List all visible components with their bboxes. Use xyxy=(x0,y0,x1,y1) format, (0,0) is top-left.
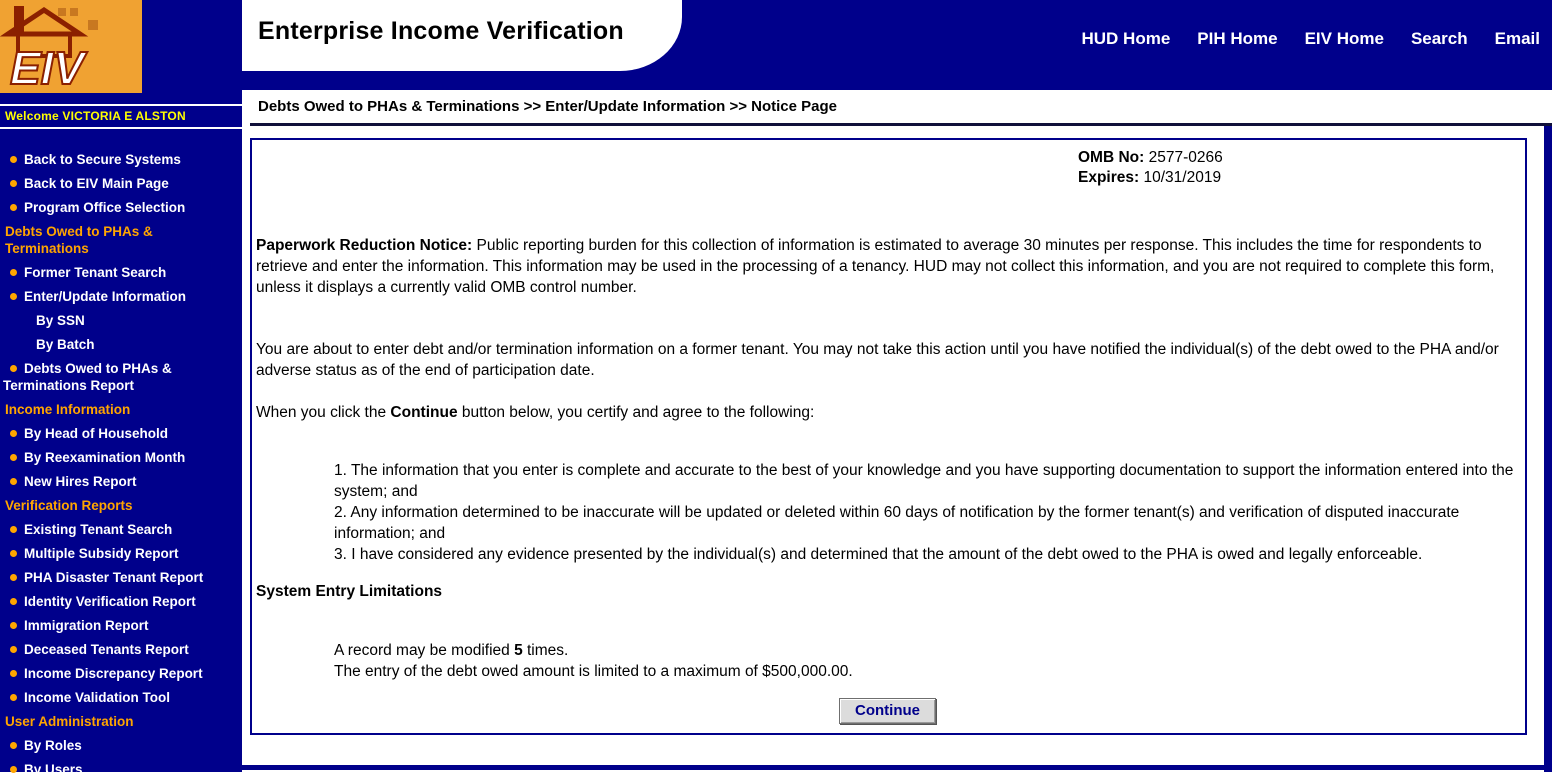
nav-search-link[interactable]: Search xyxy=(1410,29,1468,48)
sidebar-item-by-reexamination-month[interactable] xyxy=(3,449,238,466)
sidebar-item-label: Debts Owed to PHAs & Terminations Report xyxy=(3,361,172,393)
sidebar-item-by-users[interactable] xyxy=(3,761,238,778)
sidebar-item-label: Back to Secure Systems xyxy=(24,152,181,167)
sidebar-item-immigration-report[interactable] xyxy=(3,617,238,634)
omb-number-value: 2577-0266 xyxy=(1148,149,1223,166)
paperwork-notice-label: Paperwork Reduction Notice: xyxy=(256,237,473,254)
certify-agreement-text xyxy=(256,402,1519,423)
sidebar-item-label: Immigration Report xyxy=(24,618,149,633)
notice-box xyxy=(250,138,1527,735)
continue-button[interactable]: Continue xyxy=(839,698,936,724)
sidebar-item-label: Income Validation Tool xyxy=(24,690,171,705)
top-nav xyxy=(1081,29,1540,49)
sidebar-item-label: Income Discrepancy Report xyxy=(24,666,203,681)
bullet-icon xyxy=(10,478,17,485)
sidebar-item-label: Multiple Subsidy Report xyxy=(24,546,179,561)
header-divider xyxy=(250,123,1552,126)
about-debt-entry-text: You are about to enter debt and/or termination information on a former tenant. You may not take this action until you have notified the individual(s) of the debt owed to the PHA and/or adverse status as of the end of participation date. xyxy=(256,341,1499,379)
sidebar-item-label: By Users xyxy=(24,762,83,777)
sidebar-item-existing-tenant-search[interactable] xyxy=(3,521,238,538)
omb-number-label: OMB No: xyxy=(1078,149,1145,166)
bullet-icon xyxy=(10,430,17,437)
sidebar-item-income-validation-tool[interactable] xyxy=(3,689,238,706)
bottom-border-strip xyxy=(242,765,1552,770)
sidebar-item-label: Back to EIV Main Page xyxy=(24,176,169,191)
sidebar-item-by-ssn[interactable]: By SSN xyxy=(36,313,85,328)
content-area xyxy=(242,138,1552,735)
bullet-icon xyxy=(10,180,17,187)
sidebar-item-label: By Head of Household xyxy=(24,426,169,441)
sidebar-section-verification-reports: Verification Reports xyxy=(5,498,133,513)
paperwork-notice-text: Public reporting burden for this collection of information is estimated to average 30 minutes per response. This includes the time for respondents to retrieve and enter the information. This information may be used in the processing of a tenancy. HUD may not collect this information, and you are not required to complete this form, unless it displays a currently valid OMB control number. xyxy=(256,237,1495,296)
bullet-icon xyxy=(10,574,17,581)
main-area xyxy=(242,0,1552,772)
modify-limit-post: times. xyxy=(522,642,569,659)
sidebar-item-program-office-selection[interactable] xyxy=(3,199,238,216)
eiv-logo xyxy=(0,0,242,93)
welcome-text: Welcome VICTORIA E ALSTON xyxy=(5,109,186,123)
omb-expires-value: 10/31/2019 xyxy=(1143,169,1222,186)
sidebar-item-pha-disaster-tenant-report[interactable] xyxy=(3,569,238,586)
modify-limit-count: 5 xyxy=(514,642,523,659)
bullet-icon xyxy=(10,293,17,300)
breadcrumb-bar xyxy=(242,90,1552,123)
agreement-list xyxy=(256,460,1519,565)
bullet-icon xyxy=(10,156,17,163)
nav-pih-home-link[interactable]: PIH Home xyxy=(1197,29,1278,48)
page-title: Enterprise Income Verification xyxy=(258,17,624,45)
sidebar-item-label: Identity Verification Report xyxy=(24,594,196,609)
sidebar-section-user-administration: User Administration xyxy=(5,714,134,729)
sidebar-section-income-information: Income Information xyxy=(5,402,131,417)
button-row xyxy=(256,698,1519,724)
sidebar-item-label: PHA Disaster Tenant Report xyxy=(24,570,204,585)
nav-email-link[interactable]: Email xyxy=(1494,29,1540,48)
sidebar-item-new-hires-report[interactable] xyxy=(3,473,238,490)
omb-expires-line xyxy=(1078,168,1519,188)
bullet-icon xyxy=(10,365,17,372)
sidebar-item-back-to-secure-systems[interactable] xyxy=(3,151,238,168)
sidebar-item-label: Deceased Tenants Report xyxy=(24,642,189,657)
right-border-strip xyxy=(1544,126,1552,772)
sidebar-item-back-to-eiv-main-page[interactable] xyxy=(3,175,238,192)
bullet-icon xyxy=(10,454,17,461)
sidebar-section-debts-owed: Debts Owed to PHAs & Terminations xyxy=(5,224,153,256)
bullet-icon xyxy=(10,670,17,677)
bullet-icon xyxy=(10,646,17,653)
sidebar-item-identity-verification-report[interactable] xyxy=(3,593,238,610)
sidebar-item-label: Enter/Update Information xyxy=(24,289,187,304)
bullet-icon xyxy=(10,269,17,276)
bullet-icon xyxy=(10,526,17,533)
certify-text-pre: When you click the xyxy=(256,404,391,421)
sidebar-item-label: Existing Tenant Search xyxy=(24,522,173,537)
app-title-tab xyxy=(242,0,682,71)
certify-text-continue: Continue xyxy=(390,404,458,421)
bullet-icon xyxy=(10,694,17,701)
modify-limit-pre: A record may be modified xyxy=(334,642,515,659)
certify-text-post: button below, you certify and agree to the following: xyxy=(457,404,815,421)
top-header xyxy=(242,0,1552,90)
nav-eiv-home-link[interactable]: EIV Home xyxy=(1304,29,1384,48)
bullet-icon xyxy=(10,742,17,749)
sidebar-item-deceased-tenants-report[interactable] xyxy=(3,641,238,658)
svg-text:EIV: EIV xyxy=(10,42,85,93)
sidebar-item-label: Former Tenant Search xyxy=(24,265,167,280)
sidebar xyxy=(0,0,242,777)
sidebar-item-label: By Reexamination Month xyxy=(24,450,186,465)
breadcrumb: Debts Owed to PHAs & Terminations >> Enter/Update Information >> Notice Page xyxy=(258,98,838,115)
limitations-block xyxy=(256,640,1519,682)
omb-expires-label: Expires: xyxy=(1078,169,1140,186)
omb-number-line xyxy=(1078,148,1519,168)
sidebar-item-by-head-of-household[interactable] xyxy=(3,425,238,442)
system-entry-limitations-heading: System Entry Limitations xyxy=(256,583,443,600)
agreement-item-3: 3. I have considered any evidence presented by the individual(s) and determined that the amount of the debt owed to the PHA is owed and legally enforceable. xyxy=(334,546,1423,563)
omb-block xyxy=(1078,148,1519,188)
sidebar-item-by-roles[interactable] xyxy=(3,737,238,754)
sidebar-item-multiple-subsidy-report[interactable] xyxy=(3,545,238,562)
paperwork-reduction-notice xyxy=(256,235,1519,298)
agreement-item-2: 2. Any information determined to be inaccurate will be updated or deleted within 60 days of notification by the former tenant(s) and verification of disputed inaccurate information; and xyxy=(334,504,1460,542)
agreement-item-1: 1. The information that you enter is complete and accurate to the best of your knowledge and you have supporting documentation to support the information entered into the system; and xyxy=(334,462,1514,500)
bullet-icon xyxy=(10,550,17,557)
bullet-icon xyxy=(10,598,17,605)
eiv-logo-image xyxy=(0,0,142,93)
sidebar-item-label: Program Office Selection xyxy=(24,200,186,215)
sidebar-item-label: New Hires Report xyxy=(24,474,137,489)
bullet-icon xyxy=(10,622,17,629)
bullet-icon xyxy=(10,766,17,773)
sidebar-nav xyxy=(0,151,242,778)
sidebar-item-by-batch[interactable]: By Batch xyxy=(36,337,95,352)
sidebar-item-debts-owed-report[interactable] xyxy=(3,360,238,394)
modify-limit-line xyxy=(334,640,1519,661)
sidebar-item-former-tenant-search[interactable] xyxy=(3,264,238,281)
nav-hud-home-link[interactable]: HUD Home xyxy=(1081,29,1171,48)
sidebar-item-enter-update-information[interactable] xyxy=(3,288,238,305)
welcome-banner xyxy=(0,104,242,129)
sidebar-item-income-discrepancy-report[interactable] xyxy=(3,665,238,682)
bullet-icon xyxy=(10,204,17,211)
amount-limit-line: The entry of the debt owed amount is limited to a maximum of $500,000.00. xyxy=(334,663,853,680)
sidebar-item-label: By Roles xyxy=(24,738,82,753)
